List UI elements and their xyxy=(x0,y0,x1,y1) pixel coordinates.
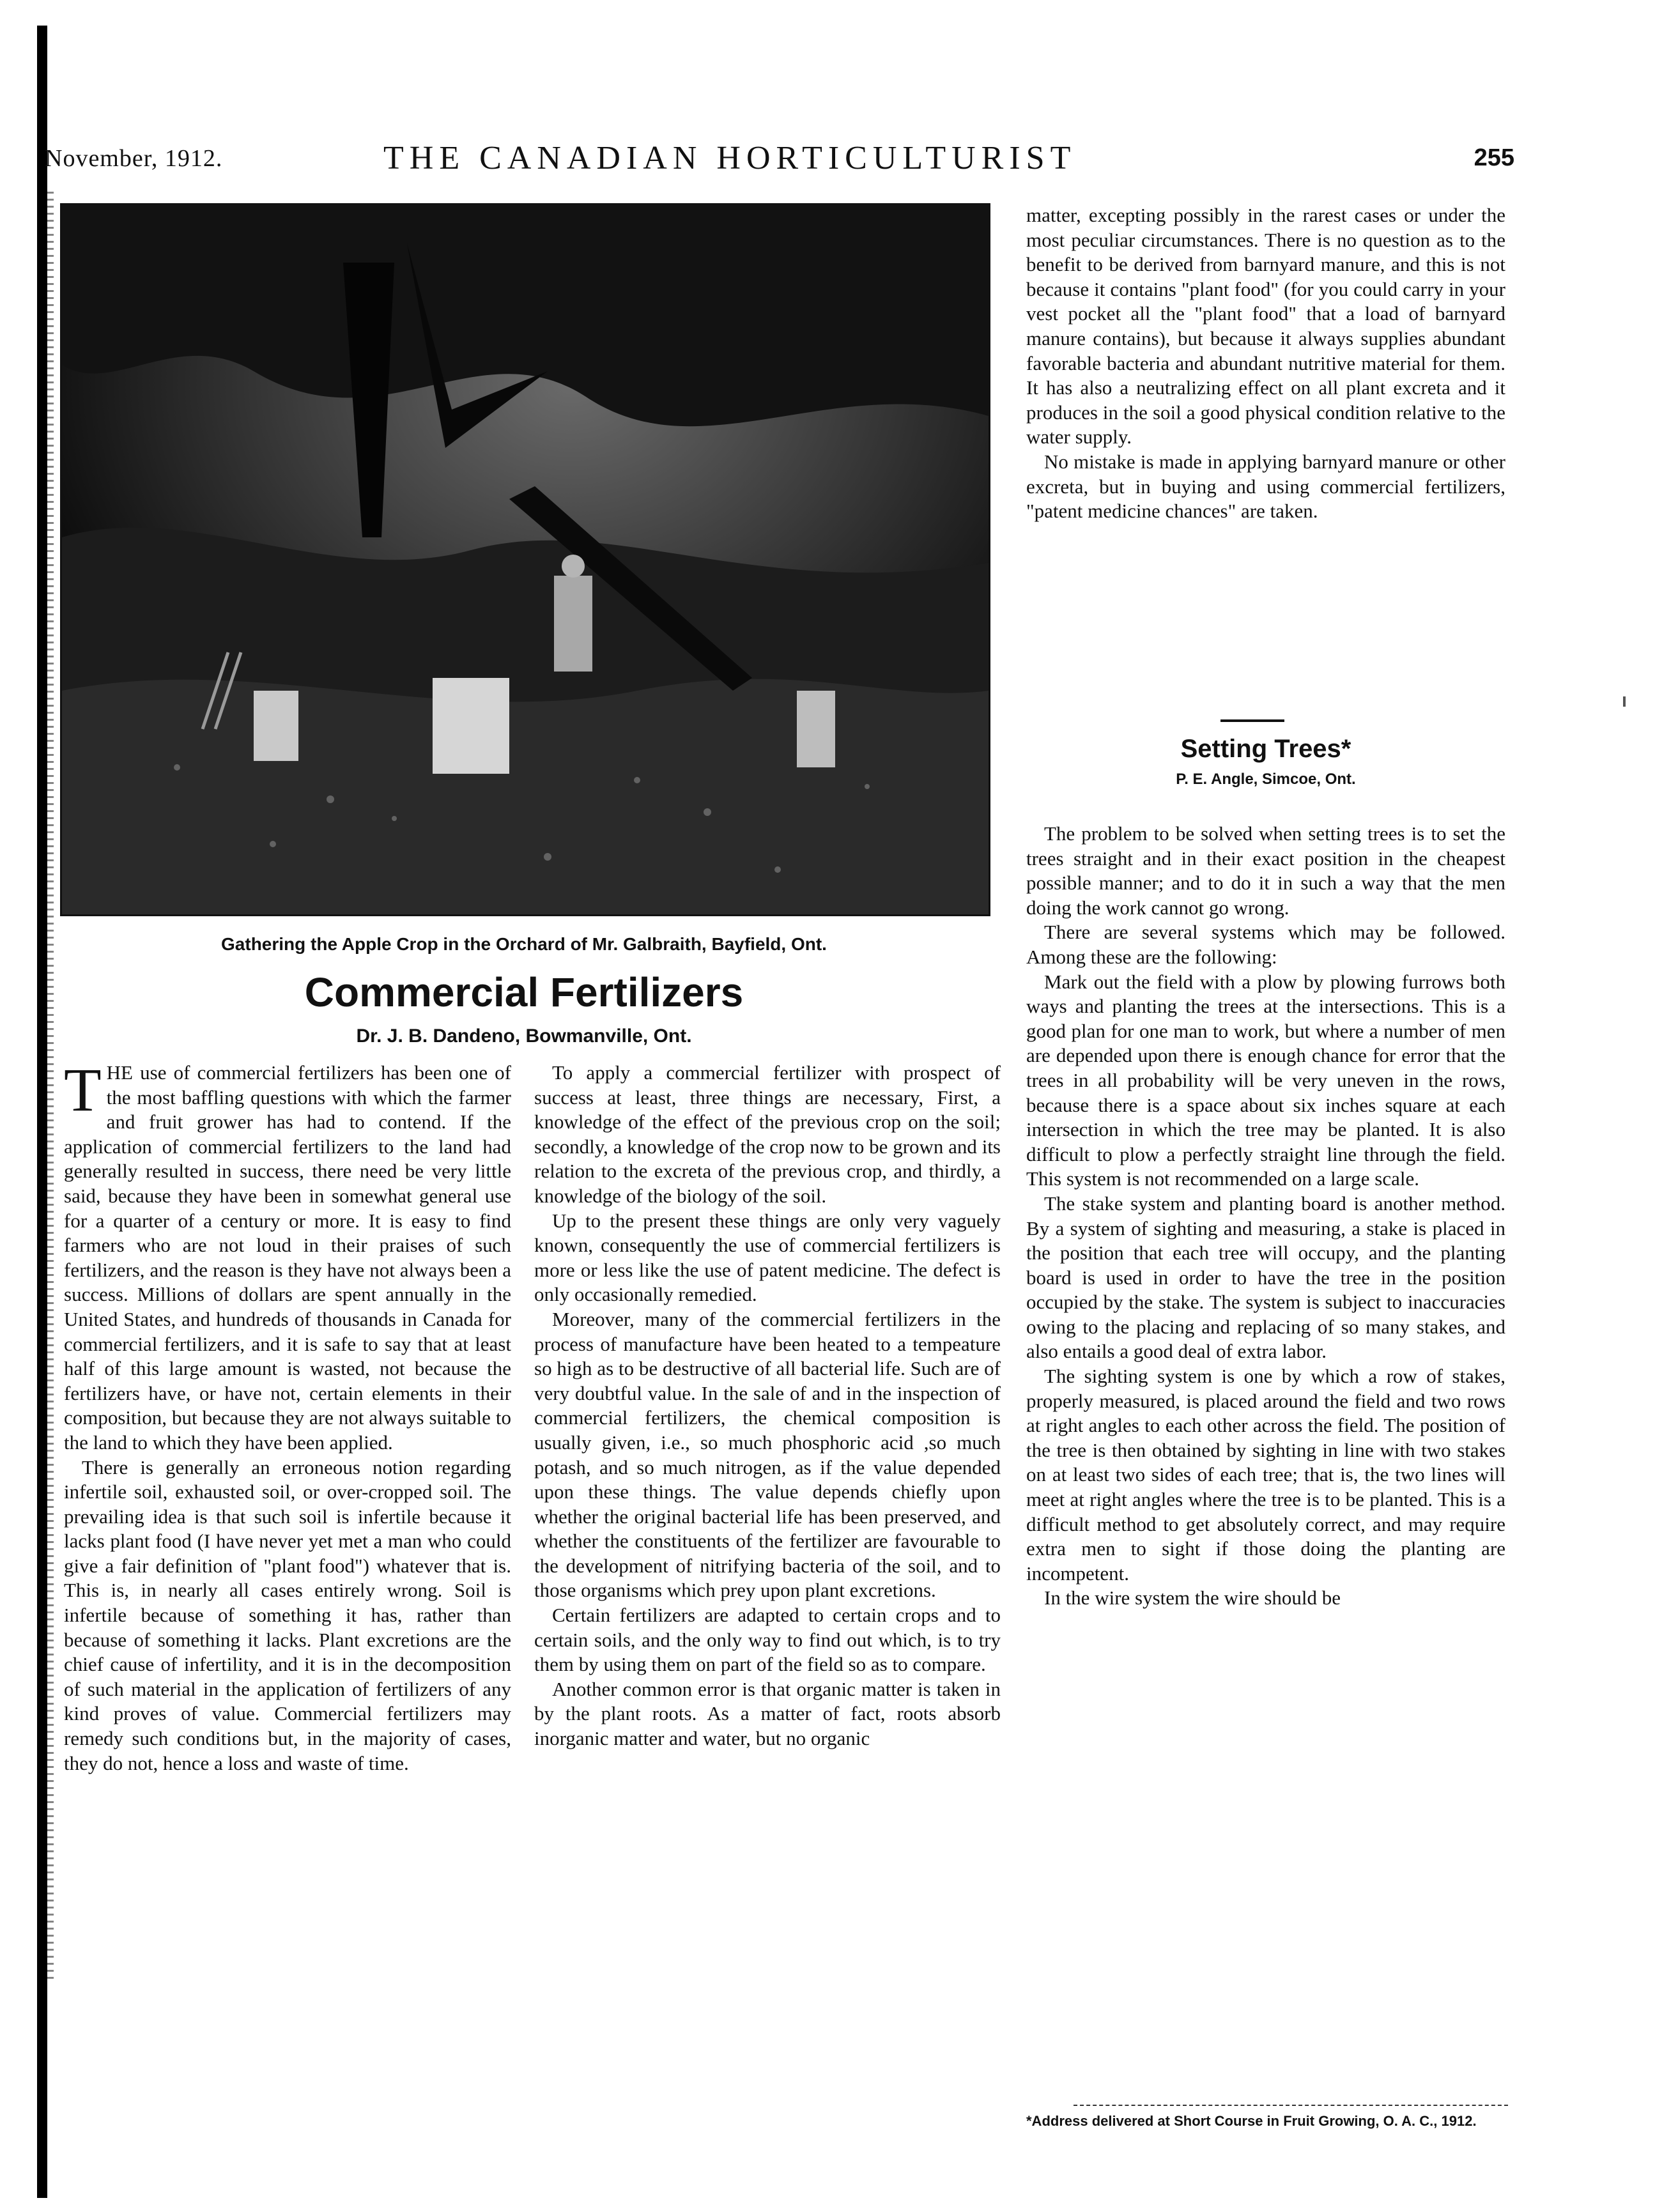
binding-shadow xyxy=(47,192,54,1981)
page-number: 255 xyxy=(1474,144,1514,171)
footnote-rule xyxy=(1074,2105,1508,2106)
paragraph: There is generally an erroneous notion regarding infertile soil, exhausted soil, or over-cropped soil. The prevailing idea is that such soil is infertile because it lacks plant food (I have never yet met a man who could give a fair definition of "plant food") whatever that is. This is, in nearly all cases entirely wrong. Soil is infertile because of something it has, rather than because of something it lacks. Plant excretions are the chief cause of infertility, and it is in the decomposition of such material in the application of fertilizers of any kind proves of value. Commercial fertilizers may remedy such conditions but, in the majority of cases, they do not, hence a loss and waste of time. xyxy=(64,1455,511,1774)
paragraph: HE use of commercial fertilizers has been one of the most baffling questions with which the farmer and fruit grower has had to contend. If the application of commercial fertilizers to the land had generally resulted in success, there need be very little said, because they have been in somewhat general use for a quarter of a century or more. It is easy to find farmers who are not loud in their praises of such fertilizers, and the reason is they have not always been a success. Millions of dollars are spent annually in the United States, and hundreds of thousands in Canada for commercial fertilizers, and it is safe to say that at least half of this large amount is wasted, not because the fertilizers have, or have not, certain elements in their composition, but because they are not always suitable to the land to which they have been applied. xyxy=(64,1061,511,1454)
column-3-top xyxy=(1026,203,1505,524)
footnote: *Address delivered at Short Course in Fruit Growing, O. A. C., 1912. xyxy=(1026,2113,1477,2129)
column-2 xyxy=(534,1061,1001,1751)
paragraph: Mark out the field with a plow by plowing furrows both ways and planting the trees at the intersections. This is a good plan for one man to work, but where a number of men are depended upon there is enough chance for error that the trees in all probability will be very uneven in the rows, because there is a space about six inches square at each intersection in which the tree may be planted. It is also difficult to plow a perfectly straight line through the field. This system is not recommended on a large scale. xyxy=(1026,970,1505,1190)
paragraph: The problem to be solved when setting trees is to set the trees straight and in their exact position in the cheapest possible manner; and to do it in such a way that the men doing the work cannot go wrong. xyxy=(1026,822,1505,919)
paragraph: Certain fertilizers are adapted to certain crops and to certain soils, and the only way to find out which, is to try them by using them on part of the field so as to compare. xyxy=(534,1604,1001,1676)
paragraph: Up to the present these things are only very vaguely known, consequently the use of commercial fertilizers is more or less like the use of patent medicine. The defect is only occasionally remedied. xyxy=(534,1209,1001,1306)
orchard-photo-graphic xyxy=(62,205,989,914)
orchard-photo xyxy=(60,203,990,916)
paragraph: Moreover, many of the commercial fertilizers in the process of manufacture have been heated to a tempeature so high as to be destructive of all bacterial life. Such are of very doubtful value. In the sale of and in the inspection of commercial fertilizers, the chemical composition is usually given, i.e., so much phosphoric acid ,so much potash, and so much nitrogen, as if the value depended upon these things. The value depends chiefly upon whether the original bacterial life has been preserved, and whether the constituents of the fertilizer are favourable to the development of nitrifying bacteria of the soil, and to those organisms which prey upon plant excretions. xyxy=(534,1307,1001,1602)
paragraph: To apply a commercial fertilizer with prospect of success at least, three things are necessary, First, a knowledge of the effect of the previous crop on the soil; secondly, a knowledge of the crop now to be grown and its relation to the excreta of the previous crop, and thirdly, a knowledge of the biology of the soil. xyxy=(534,1061,1001,1207)
column-1 xyxy=(64,1056,511,1776)
article-byline: Dr. J. B. Dandeno, Bowmanville, Ont. xyxy=(356,1025,692,1047)
paragraph: matter, excepting possibly in the rarest cases or under the most peculiar circumstances. There is no question as to the benefit to be derived from barnyard manure, and this is not because it contains "plant food" (for you could carry in your vest pocket all the "plant food" that a load of barnyard manure contains), but because it always supplies abundant favorable bacteria and abundant nutritive material for them. It has also a neutralizing effect on all plant excreta and it produces in the soil a good physical condition relative to the water supply. xyxy=(1026,204,1505,449)
margin-mark xyxy=(1623,696,1626,707)
photo-caption: Gathering the Apple Crop in the Orchard of Mr. Galbraith, Bayfield, Ont. xyxy=(221,934,827,954)
section-divider xyxy=(1220,719,1284,722)
paragraph: In the wire system the wire should be xyxy=(1044,1586,1341,1609)
running-header xyxy=(45,139,1514,184)
paragraph: There are several systems which may be followed. Among these are the following: xyxy=(1026,921,1505,968)
journal-title: THE CANADIAN HORTICULTURIST xyxy=(383,140,1077,176)
paragraph: The stake system and planting board is another method. By a system of sighting and measuring, a stake is placed in the position that each tree will occupy, and the planting board is used in order to have the tree in the position occupied by the stake. The system is subject to inaccuracies owing to the placing and replacing of so many stakes, and also entails a good deal of extra labor. xyxy=(1026,1192,1505,1363)
paragraph: The sighting system is one by which a row of stakes, properly measured, is placed around the field and two rows at right angles to each other across the field. The position of the tree is then obtained by sighting in line with two stakes on at least two sides of each tree; that is, the two lines will meet at right angles where the tree is to be planted. This is a difficult method to get absolutely correct, and may require extra men to sight if those doing the planting are incompetent. xyxy=(1026,1365,1505,1585)
page-binding-edge xyxy=(37,26,47,2198)
drop-cap: T xyxy=(64,1056,102,1124)
paragraph: No mistake is made in applying barnyard manure or other excreta, but in buying and using commercial fertilizers, "patent medicine chances" are taken. xyxy=(1026,450,1505,523)
sub-article-byline: P. E. Angle, Simcoe, Ont. xyxy=(1176,771,1356,788)
column-3-bottom xyxy=(1026,822,1505,1611)
sub-article-title: Setting Trees* xyxy=(1180,735,1351,763)
issue-date: November, 1912. xyxy=(45,145,223,172)
article-title: Commercial Fertilizers xyxy=(304,969,744,1015)
paragraph: Another common error is that organic matter is taken in by the plant roots. As a matter of fact, roots absorb inorganic matter and water, but no organic xyxy=(534,1677,1001,1750)
